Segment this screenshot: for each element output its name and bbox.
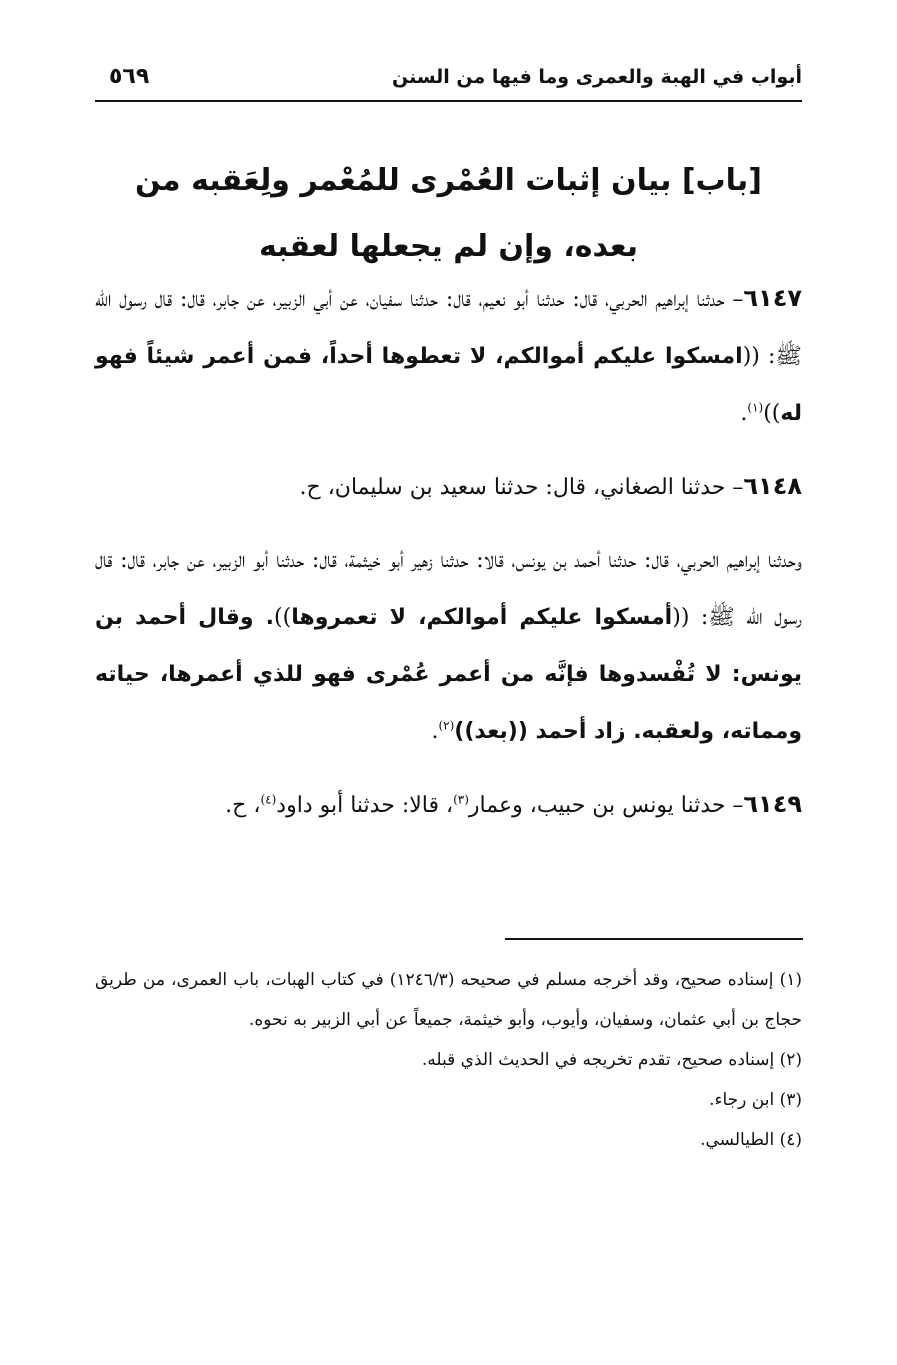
hadith-chain: ، ح. — [225, 793, 261, 818]
quote-close: )) — [763, 401, 781, 426]
footnote-ref[interactable]: (٣) — [453, 792, 469, 807]
footnote-ref[interactable]: (٤) — [260, 792, 277, 807]
footnote-3: (٣) ابن رجاء. — [709, 1090, 802, 1110]
hadith-chain: – حدثنا إبراهيم الحربي، قال: حدثنا أبو نعيم، قال: حدثنا سفيان، عن أبي الزبير، عن جابر، قال: قال رسول الله ﷺ: (( — [95, 287, 803, 369]
hadith-6149 — [95, 776, 802, 834]
sentence-end: . — [740, 401, 748, 426]
hadith-number: ٦١٤٧ — [743, 284, 802, 312]
sentence-end: . — [431, 719, 439, 744]
hadith-6148 — [95, 458, 802, 516]
hadith-text-continued: . وقال أحمد بن يونس: لا تُفْسدوها فإنَّه من أعمر عُمْرى فهو للذي أعمرها، حياته ومماته، ولعقبه. زاد أحمد ((بعد)) — [95, 605, 802, 744]
running-header — [95, 62, 802, 96]
quote-close: )) — [274, 605, 292, 630]
page-number: ٥٦٩ — [109, 64, 150, 89]
hadith-text: امسكوا عليكم أموالكم، لا تعطوها أحداً، فمن أعمر شيئاً فهو له — [95, 344, 802, 426]
hadith-number: ٦١٤٩ — [743, 790, 802, 818]
hadith-6148-second-chain — [95, 532, 802, 760]
hadith-body — [95, 270, 802, 850]
footnote-ref[interactable]: (١) — [747, 400, 764, 415]
footnote-1: (١) إسناده صحيح، وقد أخرجه مسلم في صحيحه (١٢٤٦/٣) في كتاب الهبات، باب العمرى، من طريق حجاج بن أبي عثمان، وسفيان، وأيوب، وأبو خيثمة، جميعاً عن أبي الزبير به نحوه. — [95, 970, 802, 1030]
hadith-number: ٦١٤٨ — [743, 472, 802, 500]
hadith-chain: – حدثنا الصغاني، قال: حدثنا سعيد بن سليمان، ح. — [299, 475, 744, 500]
footnotes — [95, 960, 802, 1160]
footnote-4: (٤) الطيالسي. — [700, 1130, 802, 1150]
footnote-separator — [505, 938, 803, 940]
hadith-chain: ، قالا: حدثنا أبو داود — [276, 793, 454, 818]
hadith-chain: وحدثنا إبراهيم الحربي، قال: حدثنا أحمد بن يونس، قالا: حدثنا زهير أبو خيثمة، قال: حدثنا أبو الزبير، عن جابر، قال: قال رسول الله ﷺ: (( — [95, 548, 802, 630]
hadith-chain: – حدثنا يونس بن حبيب، وعمار — [468, 793, 744, 818]
hadith-text: أمسكوا عليكم أموالكم، لا تعمروها — [291, 605, 673, 630]
running-header-title: أبواب في الهبة والعمرى وما فيها من السنن — [391, 66, 802, 88]
header-rule — [95, 100, 802, 102]
footnote-2: (٢) إسناده صحيح، تقدم تخريجه في الحديث الذي قبله. — [421, 1050, 802, 1070]
hadith-6147 — [95, 270, 802, 442]
chapter-title: [باب] بيان إثبات العُمْرى للمُعْمر ولِعَقبه من بعده، وإن لم يجعلها لعقبه — [135, 163, 762, 264]
footnote-ref[interactable]: (٢) — [438, 718, 455, 733]
